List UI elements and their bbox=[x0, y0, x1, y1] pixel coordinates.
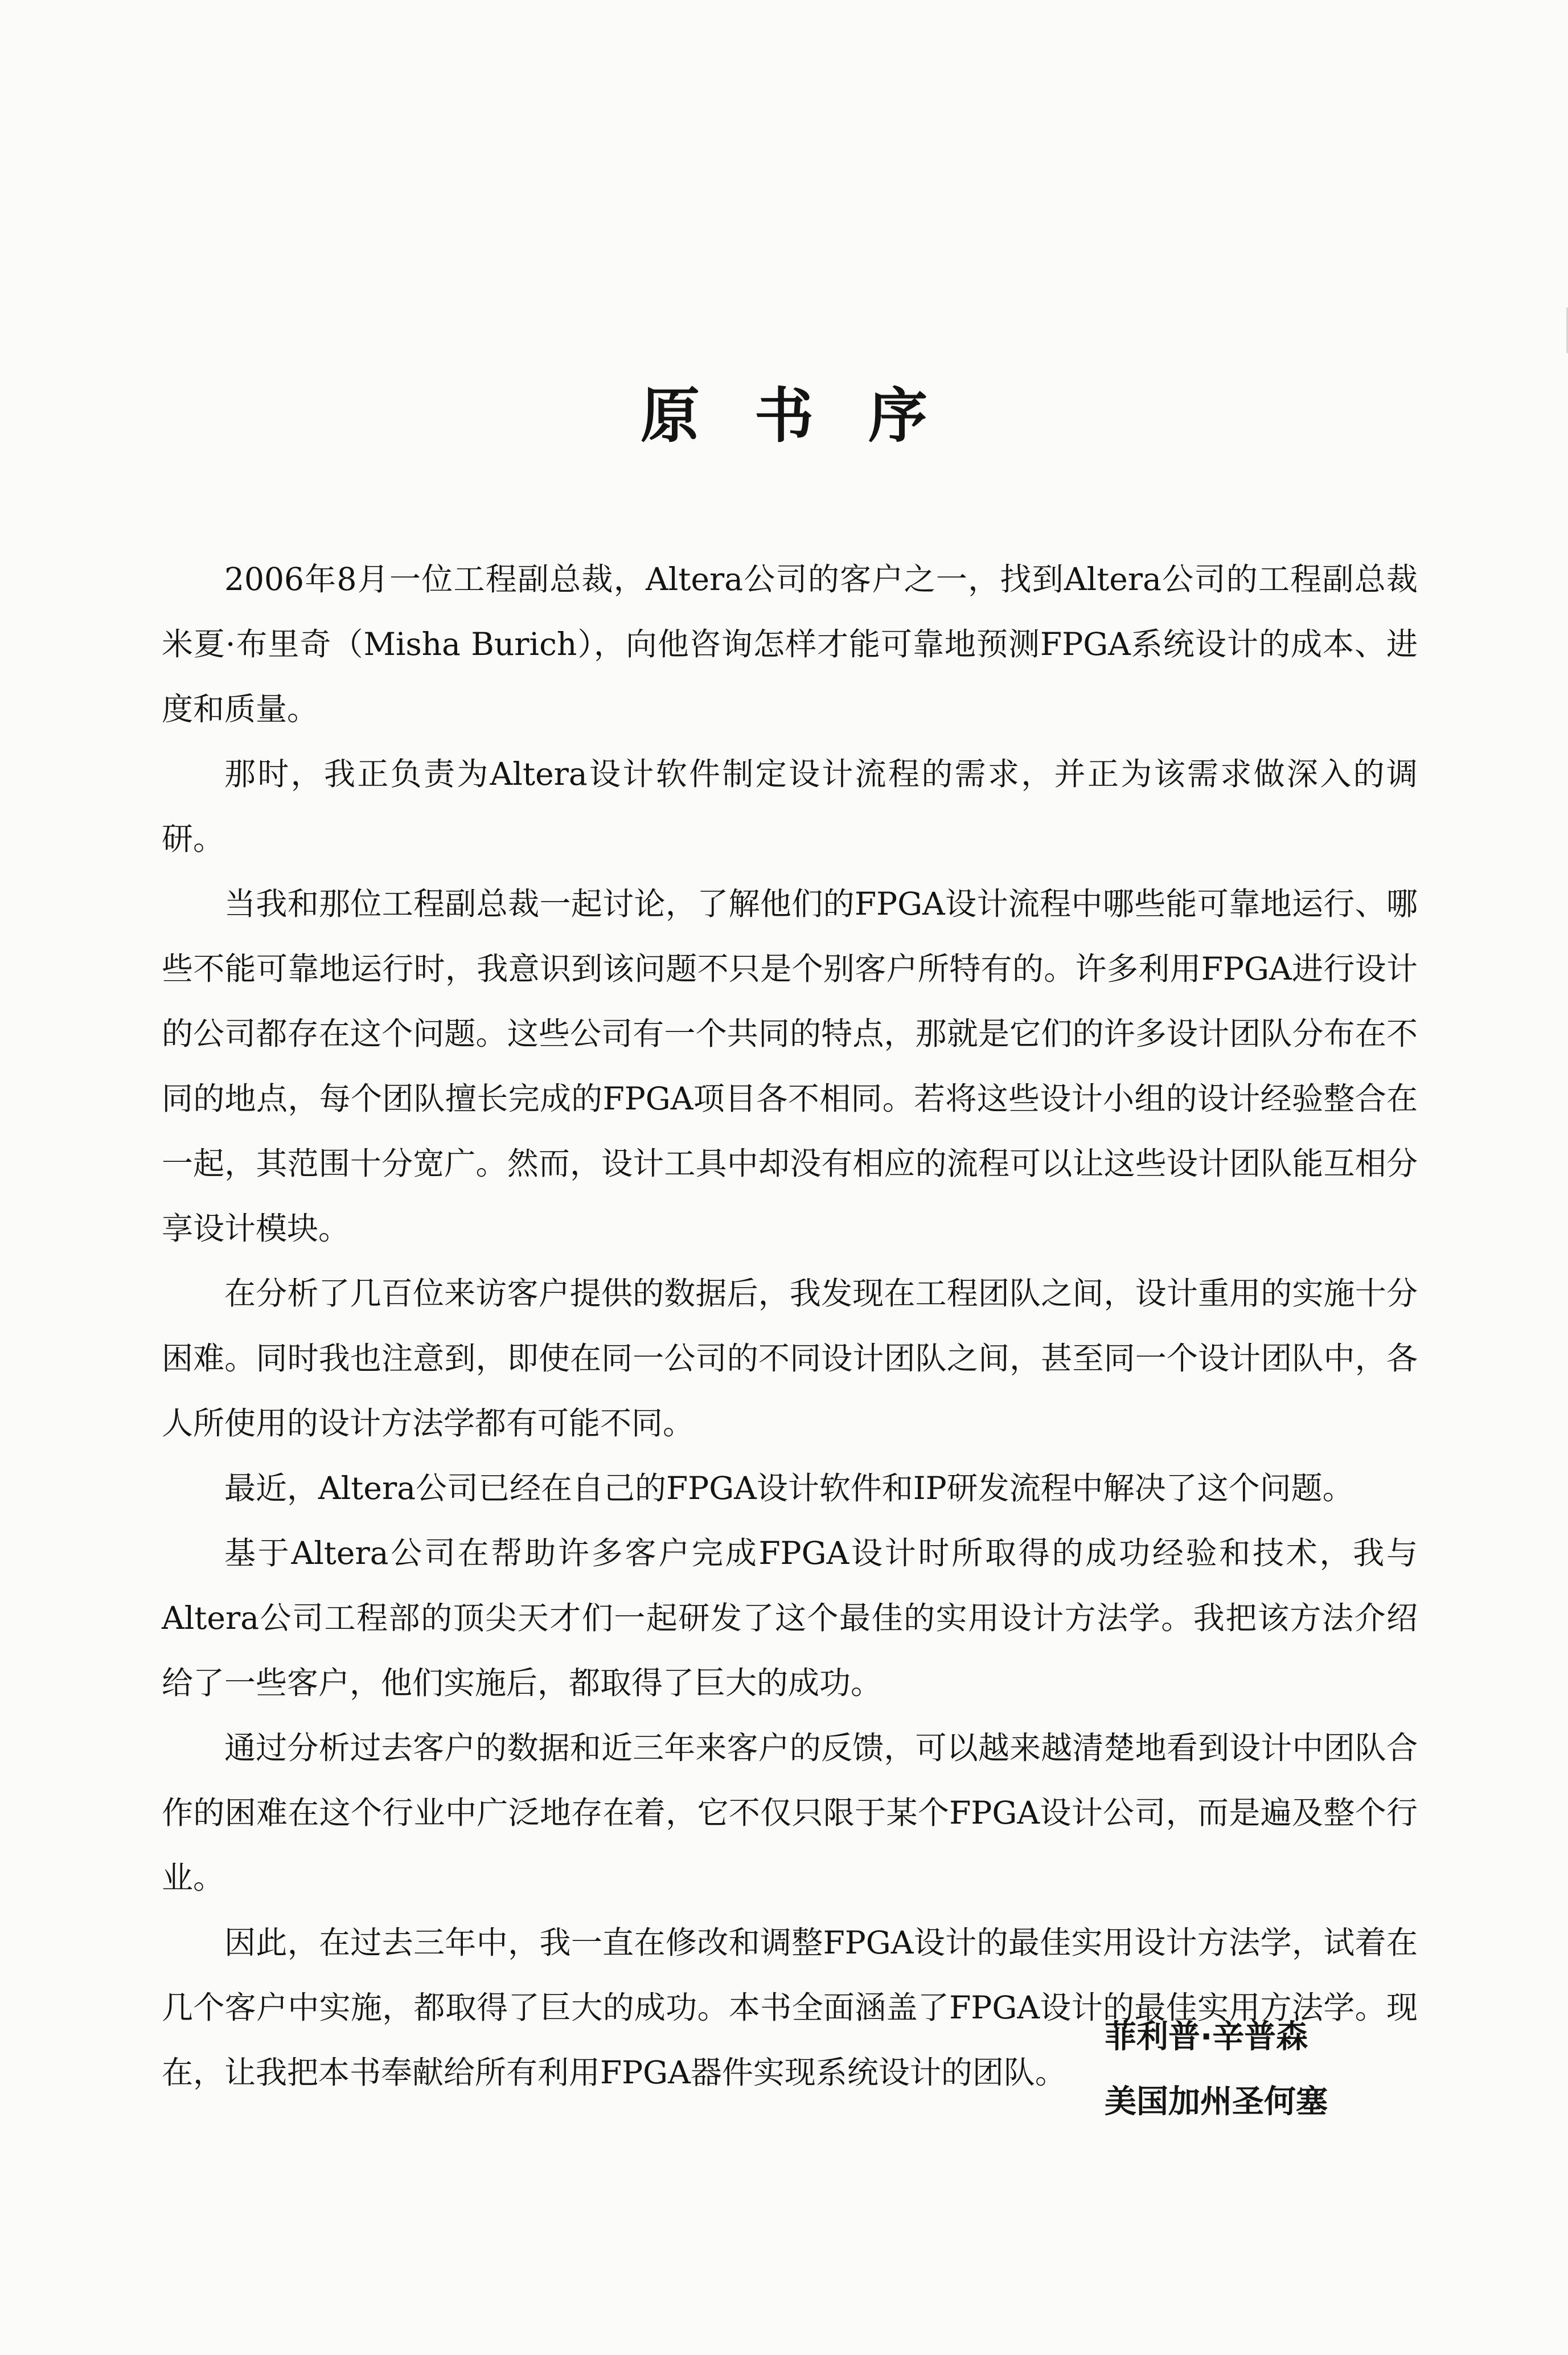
paragraph: 在分析了几百位来访客户提供的数据后，我发现在工程团队之间，设计重用的实施十分困难。同时我也注意到，即使在同一公司的不同设计团队之间，甚至同一个设计团队中，各人所使用的设计方法学都有可能不同。 bbox=[162, 1275, 1418, 1441]
paragraph: 因此，在过去三年中，我一直在修改和调整FPGA设计的最佳实用设计方法学，试着在几个客户中实施，都取得了巨大的成功。本书全面涵盖了FPGA设计的最佳实用方法学。现在，让我把本书奉献给所有利用FPGA器件实现系统设计的团队。 bbox=[162, 1924, 1418, 2091]
preface-body bbox=[162, 547, 1418, 2105]
signature-block bbox=[1105, 2005, 1328, 2135]
paragraph: 基于Altera公司在帮助许多客户完成FPGA设计时所取得的成功经验和技术，我与Altera公司工程部的顶尖天才们一起研发了这个最佳的实用设计方法学。我把该方法介绍给了一些客户，他们实施后，都取得了巨大的成功。 bbox=[162, 1535, 1418, 1701]
paragraph: 当我和那位工程副总裁一起讨论，了解他们的FPGA设计流程中哪些能可靠地运行、哪些不能可靠地运行时，我意识到该问题不只是个别客户所特有的。许多利用FPGA进行设计的公司都存在这个问题。这些公司有一个共同的特点，那就是它们的许多设计团队分布在不同的地点，每个团队擅长完成的FPGA项目各不相同。若将这些设计小组的设计经验整合在一起，其范围十分宽广。然而，设计工具中却没有相应的流程可以让这些设计团队能互相分享设计模块。 bbox=[162, 886, 1418, 1247]
paragraph: 通过分析过去客户的数据和近三年来客户的反馈，可以越来越清楚地看到设计中团队合作的困难在这个行业中广泛地存在着，它不仅只限于某个FPGA设计公司，而是遍及整个行业。 bbox=[162, 1730, 1418, 1896]
paragraph: 最近，Altera公司已经在自己的FPGA设计软件和IP研发流程中解决了这个问题。 bbox=[224, 1470, 1354, 1506]
paragraph: 2006年8月一位工程副总裁，Altera公司的客户之一，找到Altera公司的工程副总裁米夏·布里奇（Misha Burich），向他咨询怎样才能可靠地预测FPGA系统设计的成本、进度和质量。 bbox=[162, 561, 1418, 727]
author-location: 美国加州圣何塞 bbox=[1105, 2083, 1328, 2120]
author-name: 菲利普·辛普森 bbox=[1105, 2018, 1308, 2055]
paragraph: 那时，我正负责为Altera设计软件制定设计流程的需求，并正为该需求做深入的调研。 bbox=[162, 756, 1418, 857]
page-title: 原书序 bbox=[640, 381, 982, 450]
